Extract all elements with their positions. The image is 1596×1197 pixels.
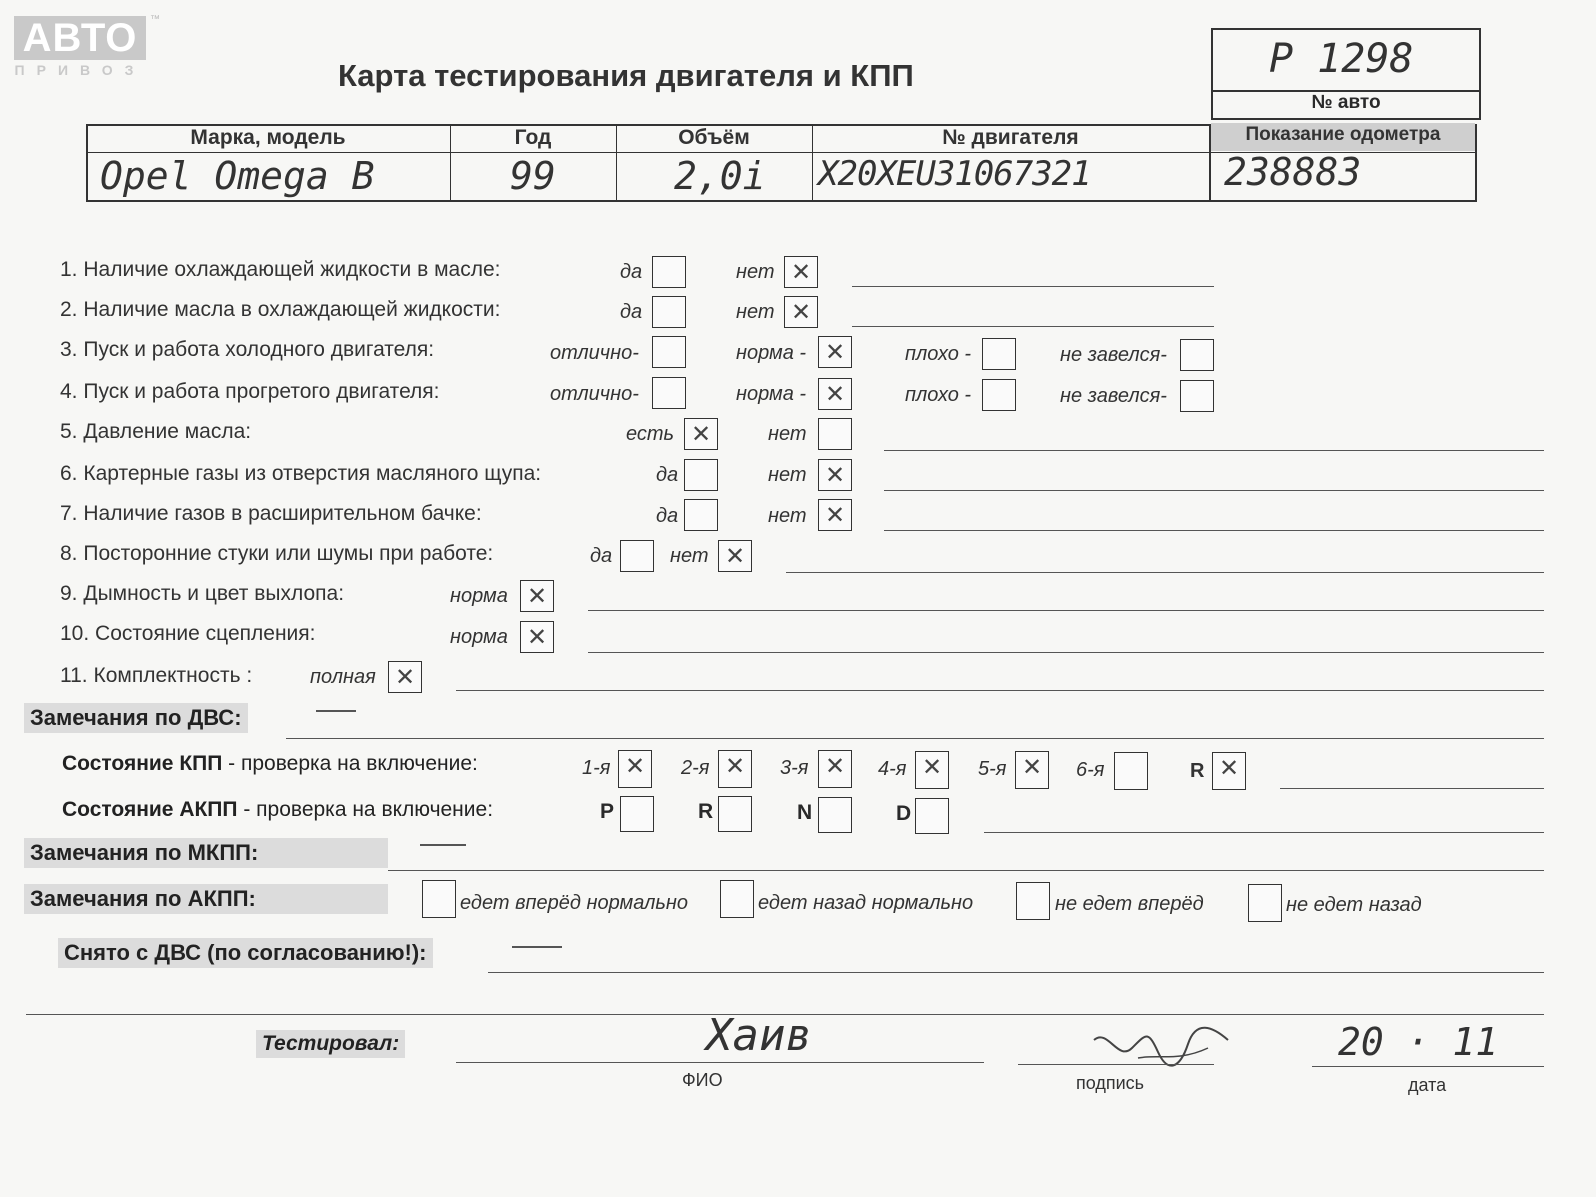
checkbox-q6-net[interactable]	[818, 459, 852, 491]
answer-line[interactable]	[884, 490, 1544, 491]
year-value: 99	[510, 154, 556, 198]
question-9	[60, 582, 344, 606]
handwritten-dash	[512, 946, 562, 948]
kpp-label-bold: Состояние КПП	[62, 752, 223, 775]
question-text: Пуск и работа холодного двигателя:	[83, 338, 435, 361]
question-3	[60, 338, 434, 362]
checkbox-q2-da[interactable]	[652, 296, 686, 328]
volume-value: 2,0i	[674, 154, 766, 198]
fio-label: ФИО	[682, 1070, 723, 1090]
option-label: да	[656, 464, 679, 486]
question-text: Пуск и работа прогретого двигателя:	[83, 380, 440, 403]
checkbox-gear-3[interactable]	[818, 750, 852, 788]
akpp-mode-label: R	[698, 800, 714, 823]
question-text: Посторонние стуки или шумы при работе:	[83, 542, 494, 565]
question-number: 2.	[60, 298, 78, 321]
car-number-label-cell	[1211, 88, 1481, 120]
question-text: Давление масла:	[83, 420, 252, 443]
akpp-remark-option: не едет назад	[1286, 894, 1422, 916]
checkbox-q10-norma[interactable]	[520, 621, 554, 653]
model-value: Opel Omega B	[100, 154, 375, 198]
question-text: Наличие охлаждающей жидкости в масле:	[83, 258, 501, 281]
checkbox-nazad-norm[interactable]	[720, 880, 754, 918]
question-5	[60, 420, 251, 444]
signature-image	[1088, 1018, 1238, 1076]
question-text: Картерные газы из отверстия масляного щупа:	[83, 462, 542, 485]
gear-label: 5-я	[978, 758, 1007, 780]
checkbox-q5-net[interactable]	[818, 418, 852, 450]
checkbox-gear-4[interactable]	[915, 751, 949, 789]
checkbox-q7-da[interactable]	[684, 499, 718, 531]
remarks-dvs-label: Замечания по ДВС:	[24, 703, 248, 733]
akpp-remark-option: не едет вперёд	[1055, 893, 1204, 915]
option-label: отлично-	[550, 342, 639, 364]
car-number-box	[1211, 28, 1481, 92]
removed-label: Снято с ДВС (по согласованию!):	[58, 938, 433, 968]
option-label: норма -	[736, 383, 807, 405]
akpp-mode-label: D	[896, 802, 912, 825]
option-label: нет	[670, 545, 709, 567]
option-label: норма	[450, 585, 508, 607]
checkbox-akpp-n[interactable]	[818, 797, 852, 833]
question-number: 3.	[60, 338, 78, 361]
question-text: Состояние сцепления:	[95, 622, 316, 645]
logo-subtitle: ПРИВОЗ	[14, 62, 146, 78]
answer-line[interactable]	[884, 450, 1544, 451]
answer-line[interactable]	[852, 326, 1214, 327]
gear-label: 4-я	[878, 758, 907, 780]
checkbox-q4-norma[interactable]	[818, 378, 852, 410]
fio-value: Хаив	[706, 1010, 812, 1061]
gear-label: R	[1190, 760, 1205, 782]
question-number: 10.	[60, 622, 90, 645]
checkbox-akpp-d[interactable]	[915, 798, 949, 834]
checkbox-q2-net[interactable]	[784, 296, 818, 328]
option-label: нет	[768, 423, 807, 445]
option-label: да	[656, 505, 679, 527]
checkbox-gear-5[interactable]	[1015, 751, 1049, 789]
option-label: нет	[768, 464, 807, 486]
question-6	[60, 462, 541, 486]
checkbox-gear-6[interactable]	[1114, 752, 1148, 790]
model-label: Марка, модель	[190, 126, 346, 149]
checkbox-q1-net[interactable]	[784, 256, 818, 288]
question-text: Наличие газов в расширительном бачке:	[83, 502, 482, 525]
question-4	[60, 380, 440, 404]
option-label: да	[590, 545, 613, 567]
question-1	[60, 258, 500, 282]
option-label: нет	[768, 505, 807, 527]
checkbox-q9-norma[interactable]	[520, 580, 554, 612]
answer-line[interactable]	[852, 286, 1214, 287]
question-number: 9.	[60, 582, 78, 605]
option-label: нет	[736, 301, 775, 323]
checkbox-vpered-norm[interactable]	[422, 880, 456, 918]
checkbox-q8-net[interactable]	[718, 540, 752, 572]
signature-line[interactable]	[1018, 1064, 1214, 1065]
handwritten-dash	[316, 710, 356, 712]
question-number: 6.	[60, 462, 78, 485]
akpp-label-rest: - проверка на включение:	[237, 798, 494, 821]
checkbox-q6-da[interactable]	[684, 459, 718, 491]
question-number: 4.	[60, 380, 78, 403]
checkbox-akpp-p[interactable]	[620, 796, 654, 832]
tested-by-label: Тестировал:	[256, 1030, 405, 1058]
answer-line[interactable]	[884, 530, 1544, 531]
option-label: не завелся-	[1060, 385, 1167, 407]
option-label: полная	[310, 666, 376, 688]
akpp-remark-option: едет вперёд нормально	[460, 892, 689, 914]
option-label: не завелся-	[1060, 344, 1167, 366]
option-label: норма	[450, 626, 508, 648]
answer-line[interactable]	[456, 690, 1544, 691]
volume-label: Объём	[678, 126, 750, 149]
akpp-remark-option: едет назад нормально	[758, 892, 974, 914]
checkbox-q4-ne-zavelsya[interactable]	[1180, 380, 1214, 412]
date-label: дата	[1408, 1075, 1447, 1095]
engine-label: № двигателя	[942, 126, 1079, 149]
akpp-line[interactable]	[984, 832, 1544, 833]
option-label: плохо -	[905, 343, 972, 365]
checkbox-gear-2[interactable]	[718, 750, 752, 788]
checkbox-q3-ne-zavelsya[interactable]	[1180, 339, 1214, 371]
odometer-value: 238883	[1224, 150, 1362, 194]
checkbox-gear-r[interactable]	[1212, 752, 1246, 790]
kpp-label	[62, 752, 478, 776]
option-label: да	[620, 301, 643, 323]
avto-privoz-logo	[14, 14, 160, 78]
date-line[interactable]	[1312, 1066, 1544, 1067]
handwritten-dash	[420, 844, 466, 846]
option-label: плохо -	[905, 384, 972, 406]
question-number: 11.	[60, 664, 88, 687]
question-text: Комплектность :	[93, 664, 253, 687]
year-label: Год	[514, 126, 552, 149]
question-number: 7.	[60, 502, 78, 525]
question-11	[60, 664, 252, 688]
remarks-dvs-line[interactable]	[286, 738, 1544, 739]
checkbox-q7-net[interactable]	[818, 499, 852, 531]
checkbox-q1-da[interactable]	[652, 256, 686, 288]
logo-tm: ™	[150, 14, 160, 25]
signature-label: подпись	[1076, 1073, 1145, 1093]
remarks-mkpp-label: Замечания по МКПП:	[24, 838, 388, 868]
question-text: Дымность и цвет выхлопа:	[83, 582, 345, 605]
engine-value: X20XEU31067321	[818, 154, 1091, 194]
option-label: отлично-	[550, 383, 639, 405]
akpp-label	[62, 798, 493, 822]
akpp-label-bold: Состояние АКПП	[62, 798, 238, 821]
answer-line[interactable]	[588, 652, 1544, 653]
car-number-value: P 1298	[1269, 36, 1414, 82]
date-value: 20 · 11	[1338, 1020, 1499, 1064]
checkbox-q5-est[interactable]	[684, 418, 718, 450]
question-text: Наличие масла в охлаждающей жидкости:	[83, 298, 501, 321]
gear-label: 6-я	[1076, 759, 1105, 781]
remarks-akpp-label: Замечания по АКПП:	[24, 884, 388, 914]
car-number-label: № авто	[1311, 92, 1381, 113]
kpp-label-rest: - проверка на включение:	[222, 752, 478, 775]
question-number: 5.	[60, 420, 78, 443]
option-label: да	[620, 261, 643, 283]
checkbox-gear-1[interactable]	[618, 750, 652, 788]
logo-text: АВТО	[14, 16, 146, 60]
option-label: есть	[626, 423, 675, 445]
gear-label: 2-я	[681, 757, 710, 779]
checkbox-akpp-r[interactable]	[718, 796, 752, 832]
checkbox-q3-ploho[interactable]	[982, 338, 1016, 370]
question-number: 8.	[60, 542, 78, 565]
question-8	[60, 542, 493, 566]
akpp-mode-label: P	[600, 800, 615, 823]
checkbox-q4-ploho[interactable]	[982, 379, 1016, 411]
option-label: норма -	[736, 342, 807, 364]
gear-label: 3-я	[780, 757, 809, 779]
form-title: Карта тестирования двигателя и КПП	[338, 58, 914, 93]
odometer-label: Показание одометра	[1245, 124, 1441, 145]
gear-label: 1-я	[582, 757, 611, 779]
checkbox-q4-otlichno[interactable]	[652, 377, 686, 409]
checkbox-q8-da[interactable]	[620, 540, 654, 572]
checkbox-ne-nazad[interactable]	[1248, 884, 1282, 922]
question-2	[60, 298, 500, 322]
checkbox-ne-vpered[interactable]	[1016, 882, 1050, 920]
answer-line[interactable]	[588, 610, 1544, 611]
option-label: нет	[736, 261, 775, 283]
akpp-mode-label: N	[797, 801, 813, 824]
checkbox-q3-otlichno[interactable]	[652, 336, 686, 368]
vehicle-header-table	[86, 124, 1477, 204]
question-number: 1.	[60, 258, 78, 281]
answer-line[interactable]	[786, 572, 1544, 573]
kpp-line[interactable]	[1280, 788, 1544, 789]
question-10	[60, 622, 315, 646]
checkbox-q3-norma[interactable]	[818, 336, 852, 368]
question-7	[60, 502, 482, 526]
removed-line[interactable]	[488, 972, 1544, 973]
checkbox-q11-polnaya[interactable]	[388, 661, 422, 693]
remarks-mkpp-line[interactable]	[388, 870, 1544, 871]
fio-line[interactable]	[456, 1062, 984, 1063]
